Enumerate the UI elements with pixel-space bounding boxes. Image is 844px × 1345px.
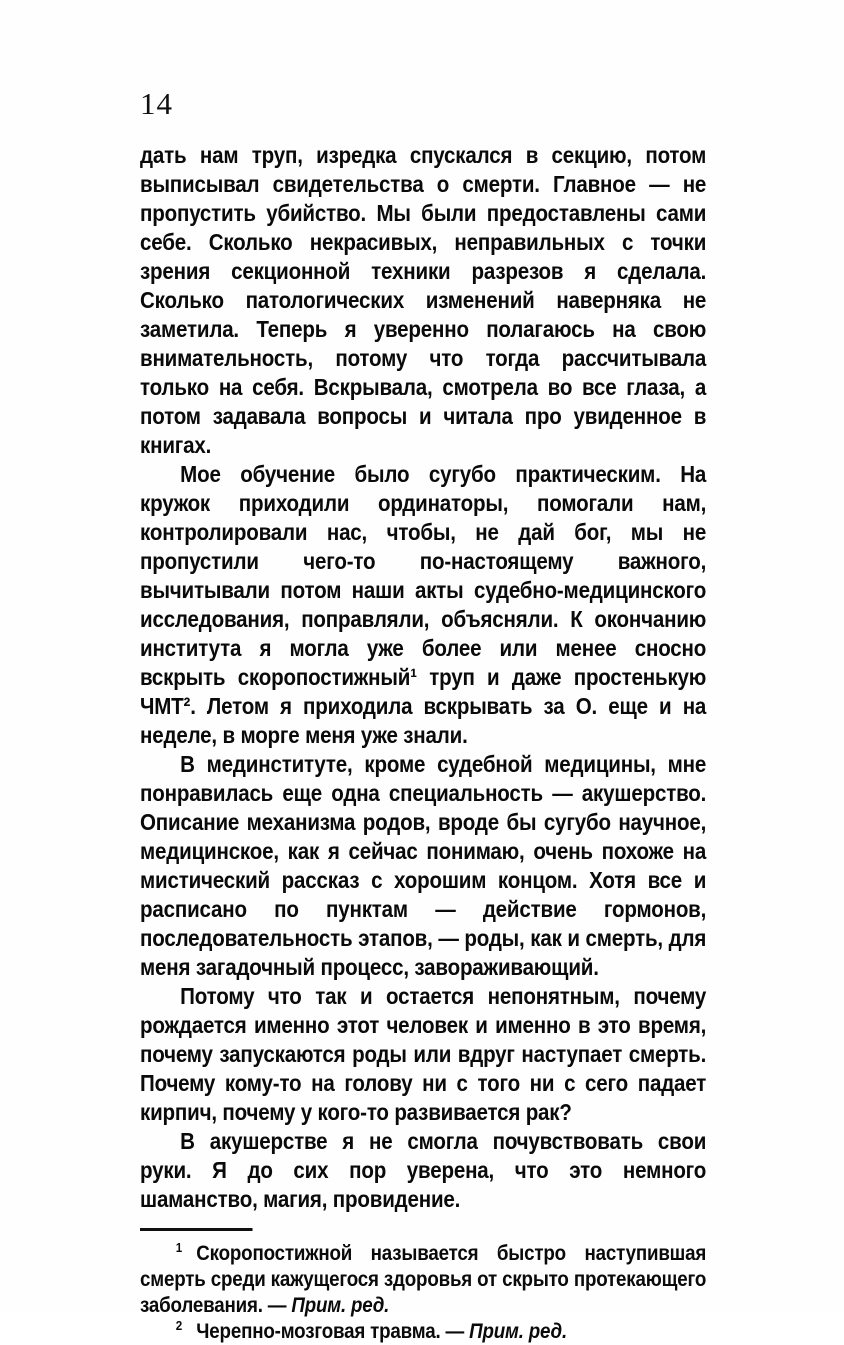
footnote-marker: 2 (175, 1318, 183, 1333)
paragraph: Мое обучение было сугубо практическим. На кружок приходили ординаторы, помогали нам, контролировали нас, чтобы, не дай бог, мы не пропустили чего-то по-настоящему важного, вычитывали потом наши акты судебно-медицинского исследования, поправляли, объясняли. К окончанию института я могла уже более или менее сносно вскрыть скоропостижный¹ труп и даже простенькую ЧМТ². Летом я приходила вскрывать за О. еще и на неделе, в морге меня уже знали. (140, 461, 707, 748)
body-text (140, 141, 706, 1345)
page-number: 14 (140, 86, 173, 121)
paragraph: В акушерстве я не смогла почувствовать свои руки. Я до сих пор уверена, что это немного шаманство, магия, провидение. (140, 1128, 707, 1212)
footnote-separator (140, 1228, 253, 1231)
paragraph: Потому что так и остается непонятным, почему рождается именно этот человек и именно в это время, почему запускаются роды или вдруг наступает смерть. Почему кому-то на голову ни с того ни с сего падает кирпич, почему у кого-то развивается рак? (140, 983, 707, 1125)
footnote-text: Черепно-мозговая травма. — (196, 1320, 470, 1343)
paragraph: В мединституте, кроме судебной медицины, мне понравилась еще одна специальность — акушерство. Описание механизма родов, вроде бы сугубо научное, медицинское, как я сейчас понимаю, очень похоже на мистический рассказ с хорошим концом. Хотя все и расписано по пунктам — действие гормонов, последовательность этапов, — роды, как и смерть, для меня загадочный процесс, завораживающий. (140, 751, 707, 980)
paragraph-list (140, 141, 706, 1214)
footnote (140, 1319, 706, 1345)
footnote-text: Скоропостижной называется быстро наступившая смерть среди кажущегося здоровья от скрыто протекающего заболевания. — (140, 1242, 707, 1317)
footnote-source: Прим. ред. (469, 1320, 567, 1343)
footnote-marker: 1 (175, 1240, 183, 1255)
footnote-source: Прим. ред. (291, 1294, 390, 1317)
paragraph: дать нам труп, изредка спускался в секцию, потом выписывал свидетельства о смерти. Главное — не пропустить убийство. Мы были предоставлены сами себе. Сколько некрасивых, неправильных с точки зрения секционной техники разрезов я сделала. Сколько патологических изменений наверняка не заметила. Теперь я уверенно полагаюсь на свою внимательность, потому что тогда рассчитывала только на себя. Вскрывала, смотрела во все глаза, а потом задавала вопросы и читала про увиденное в книгах. (140, 142, 707, 458)
footnote (140, 1241, 706, 1319)
footnotes (140, 1241, 706, 1345)
